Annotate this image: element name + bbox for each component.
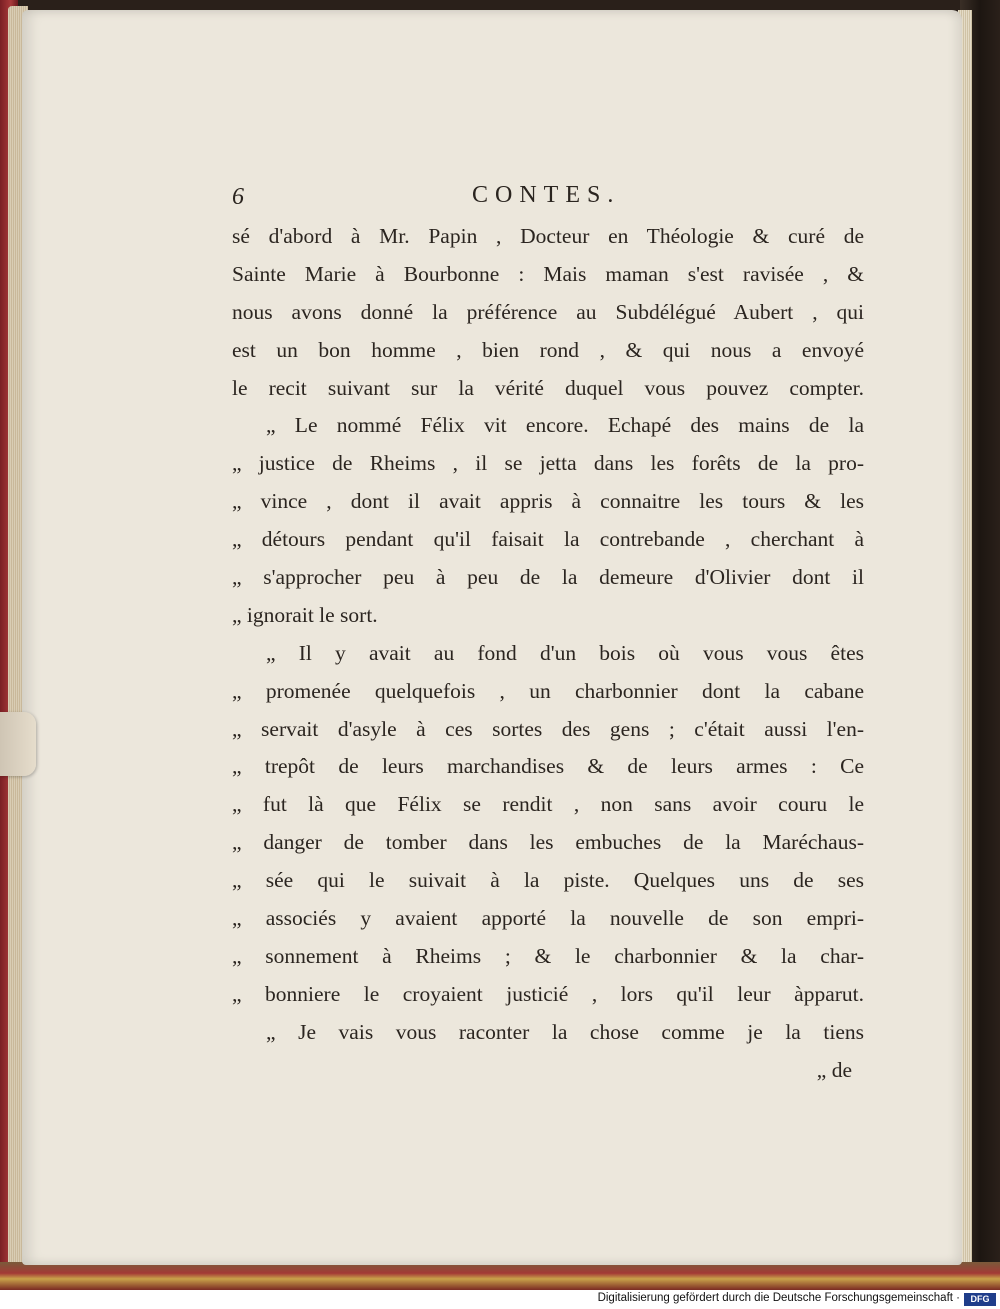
text-line: „ vince , dont il avait appris à connaitre les tours & les xyxy=(232,489,864,514)
text-line: „ servait d'asyle à ces sortes des gens ; c'était aussi l'en- xyxy=(232,716,864,741)
text-line: „ promenée quelquefois , un charbonnier dont la cabane xyxy=(232,678,864,703)
text-line: „ Je vais vous raconter la chose comme je la tiens xyxy=(266,1019,864,1044)
text-line: est un bon homme , bien rond , & qui nous a envoyé xyxy=(232,337,864,362)
dfg-logo: DFG xyxy=(964,1293,996,1306)
text-line: „ fut là que Félix se rendit , non sans avoir couru le xyxy=(232,792,864,817)
text-line: „ s'approcher peu à peu de la demeure d'Olivier dont il xyxy=(232,565,864,590)
text-line: „ ignorait le sort. xyxy=(232,602,378,627)
text-line: „ bonniere le croyaient justicié , lors qu'il leur àpparut. xyxy=(232,981,864,1006)
text-line: „ sonnement à Rheims ; & le charbonnier & la char- xyxy=(232,943,864,968)
text-line: „ justice de Rheims , il se jetta dans les forêts de la pro- xyxy=(232,451,864,476)
text-line: nous avons donné la préférence au Subdélégué Aubert , qui xyxy=(232,299,864,324)
book-bottom-edge xyxy=(0,1262,1000,1290)
running-title: CONTES. xyxy=(472,182,621,208)
text-line: „ détours pendant qu'il faisait la contrebande , cherchant à xyxy=(232,527,864,552)
text-line: „ trepôt de leurs marchandises & de leurs armes : Ce xyxy=(232,754,864,779)
body-text xyxy=(232,218,864,1089)
digitization-footer xyxy=(0,1290,1000,1309)
text-line: Sainte Marie à Bourbonne : Mais maman s'est ravisée , & xyxy=(232,261,864,286)
text-line: sé d'abord à Mr. Papin , Docteur en Théologie & curé de xyxy=(232,224,864,248)
catchword: „ de xyxy=(816,1057,852,1082)
text-line: le recit suivant sur la vérité duquel vous pouvez compter. xyxy=(232,375,864,400)
funding-credit: Digitalisierung gefördert durch die Deutsche Forschungsgemeinschaft · xyxy=(597,1292,960,1304)
running-head xyxy=(232,184,632,220)
text-line: „ Il y avait au fond d'un bois où vous vous êtes xyxy=(266,640,864,665)
text-line: „ Le nommé Félix vit encore. Echapé des mains de la xyxy=(266,413,864,438)
text-line: „ danger de tomber dans les embuches de la Maréchaus- xyxy=(232,830,864,855)
bookmark-tab xyxy=(0,712,36,776)
text-line: „ associés y avaient apporté la nouvelle de son empri- xyxy=(232,906,864,931)
text-line: „ sée qui le suivait à la piste. Quelques uns de ses xyxy=(232,868,864,893)
page-number: 6 xyxy=(232,184,244,210)
